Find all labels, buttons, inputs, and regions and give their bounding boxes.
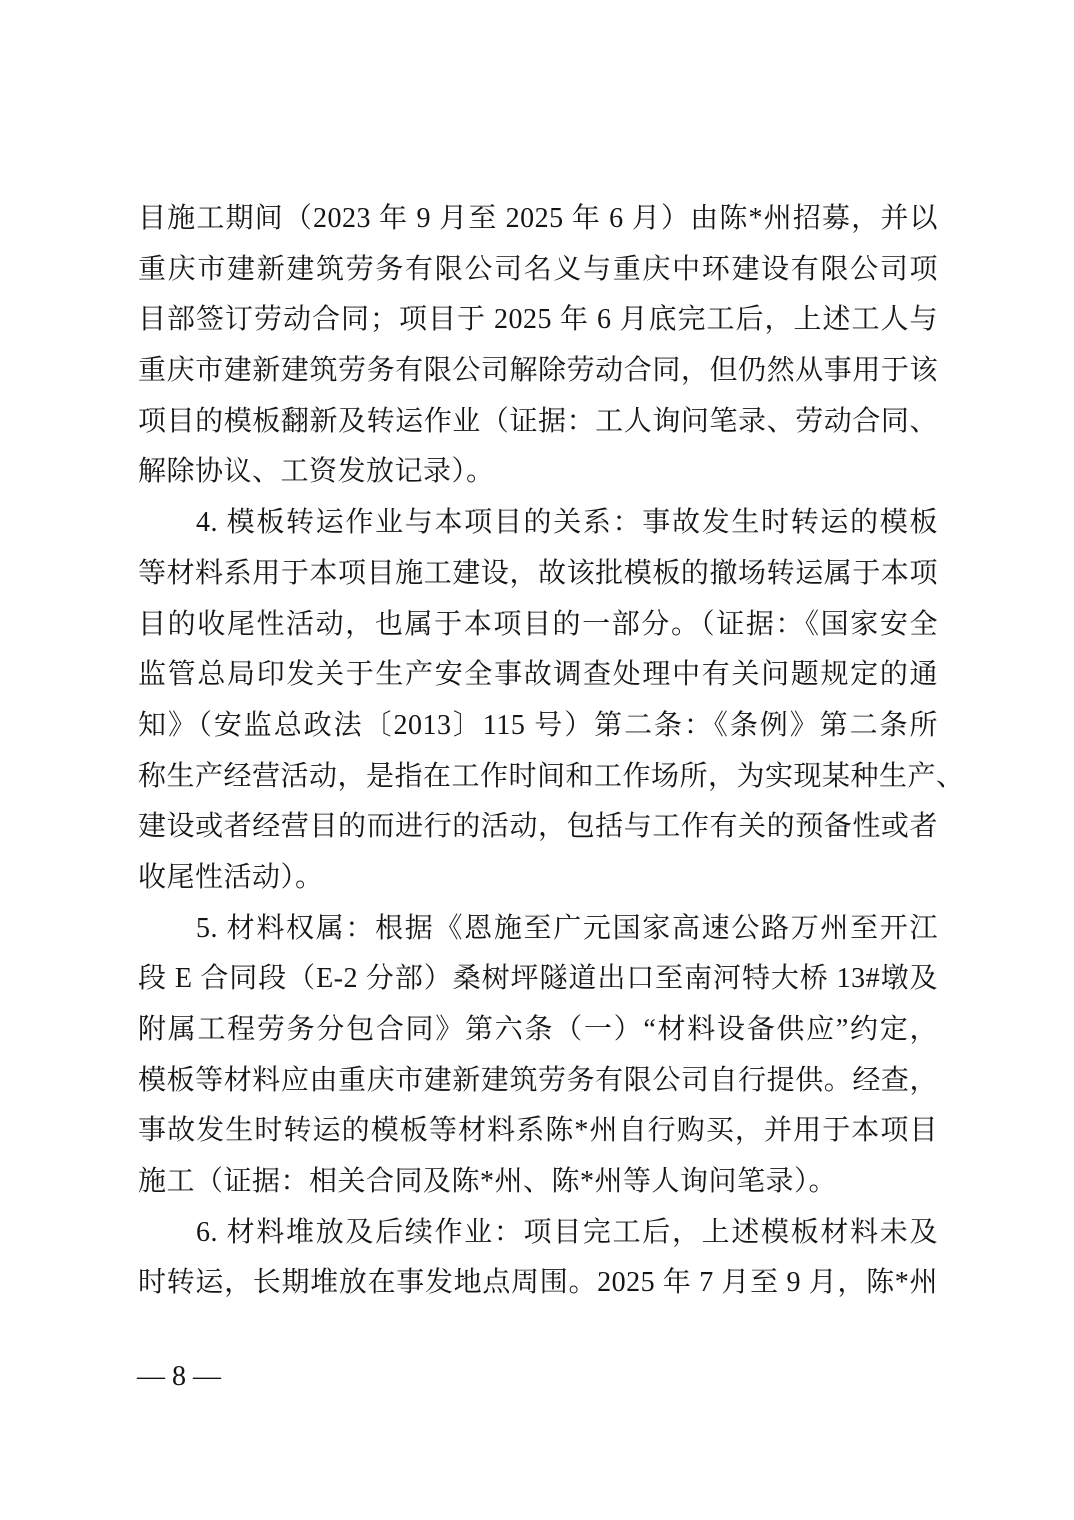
text-line: 目施工期间（2023 年 9 月至 2025 年 6 月）由陈*州招募，并以 <box>138 203 938 234</box>
text-line: 知》（安监总政法〔2013〕115 号）第二条：《条例》第二条所 <box>138 709 938 741</box>
text-line: 附属工程劳务分包合同》第六条（一）“材料设备供应”约定， <box>138 1014 938 1045</box>
text-line: 重庆市建新建筑劳务有限公司解除劳动合同，但仍然从事用于该 <box>138 355 938 387</box>
document-body <box>138 194 965 1309</box>
text-line: 5. 材料权属：根据《恩施至广元国家高速公路万州至开江 <box>196 912 938 944</box>
text-line: 建设或者经营目的而进行的活动，包括与工作有关的预备性或者 <box>138 811 938 843</box>
text-line: 时转运，长期堆放在事发地点周围。2025 年 7 月至 9 月，陈*州 <box>138 1267 938 1299</box>
page-number: — 8 — <box>137 1361 221 1392</box>
text-line: 段 E 合同段（E-2 分部）桑树坪隧道出口至南河特大桥 13#墩及 <box>138 963 938 995</box>
text-line: 收尾性活动）。 <box>138 861 324 893</box>
text-line: 解除协议、工资发放记录）。 <box>138 456 495 488</box>
text-line: 施工（证据：相关合同及陈*州、陈*州等人询问笔录）。 <box>138 1166 838 1198</box>
text-line: 等材料系用于本项目施工建设，故该批模板的撤场转运属于本项 <box>138 557 938 589</box>
text-line: 模板等材料应由重庆市建新建筑劳务有限公司自行提供。经查， <box>138 1064 938 1096</box>
text-line: 称生产经营活动，是指在工作时间和工作场所，为实现某种生产、 <box>138 760 965 792</box>
text-line: 项目的模板翻新及转运作业（证据：工人询问笔录、劳动合同、 <box>138 405 938 437</box>
text-line: 重庆市建新建筑劳务有限公司名义与重庆中环建设有限公司项 <box>138 253 938 285</box>
text-line: 4. 模板转运作业与本项目的关系：事故发生时转运的模板 <box>196 507 938 539</box>
text-line: 事故发生时转运的模板等材料系陈*州自行购买，并用于本项目 <box>138 1115 938 1147</box>
text-line: 监管总局印发关于生产安全事故调查处理中有关问题规定的通 <box>138 659 938 691</box>
text-line: 目部签订劳动合同；项目于 2025 年 6 月底完工后，上述工人与 <box>138 304 938 336</box>
text-line: 6. 材料堆放及后续作业：项目完工后，上述模板材料未及 <box>196 1216 938 1248</box>
text-line: 目的收尾性活动，也属于本项目的一部分。（证据：《国家安全 <box>138 608 938 640</box>
